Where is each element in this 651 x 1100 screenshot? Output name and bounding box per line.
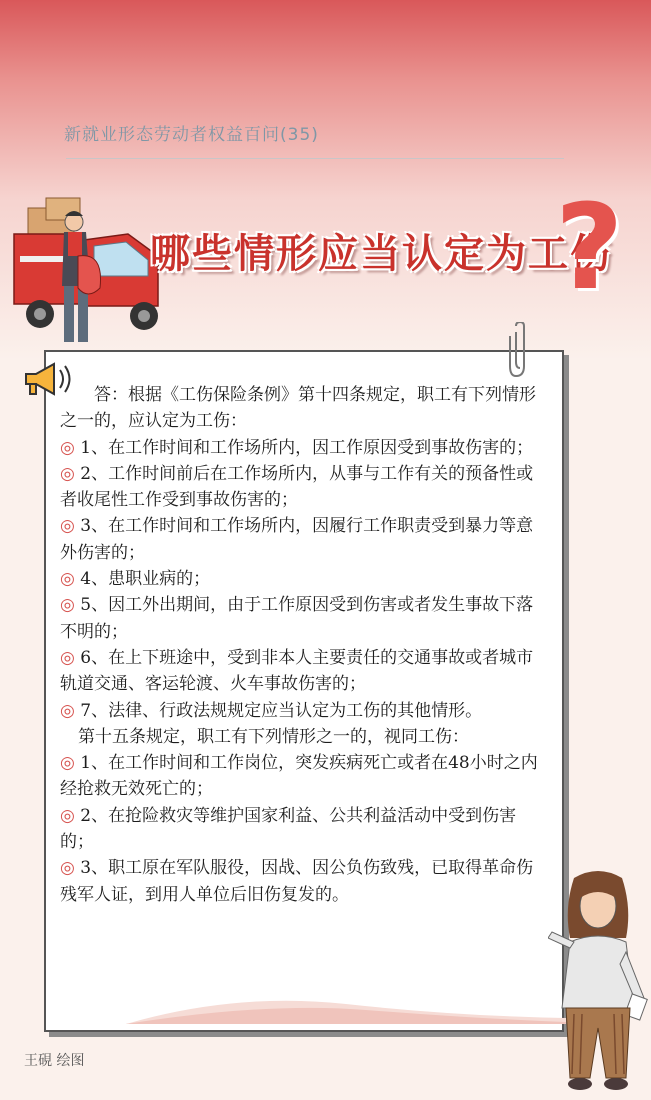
list-item: ◎ 2、工作时间前后在工作场所内，从事与工作有关的预备性或者收尾性工作受到事故伤害的；	[60, 463, 534, 511]
list-item: ◎ 1、在工作时间和工作场所内，因工作原因受到事故伤害的；	[60, 437, 534, 458]
question-mark: ?	[555, 178, 624, 316]
list-item: ◎ 4、患职业病的；	[60, 569, 211, 590]
list-item: ◎ 3、在工作时间和工作场所内，因履行工作职责受到暴力等意外伤害的；	[60, 516, 534, 563]
bullet-icon: ◎	[60, 805, 75, 826]
wave-decoration	[126, 988, 566, 1024]
paperclip-icon	[508, 322, 532, 382]
list-item: ◎ 1、在工作时间和工作岗位，突发疾病死亡或者在48小时之内经抢救无效死亡的；	[60, 753, 538, 800]
bullet-icon: ◎	[60, 858, 75, 879]
bullet-icon: ◎	[60, 437, 75, 458]
bullet-icon: ◎	[60, 569, 75, 590]
series-title: 新就业形态劳动者权益百问(35)	[64, 125, 319, 145]
illustrator-credit: 王硯 绘图	[24, 1053, 85, 1069]
section2-intro: 第十五条规定，职工有下列情形之一的，视同工伤：	[78, 726, 469, 747]
list-item: ◎ 5、因工外出期间，由于工作原因受到伤害或者发生事故下落不明的；	[60, 595, 534, 642]
bullet-icon: ◎	[60, 647, 75, 668]
list-item: ◎ 3、职工原在军队服役，因战、因公负伤致残，已取得革命伤残军人证，到用人单位后旧伤复发的。	[60, 858, 534, 905]
bullet-icon: ◎	[60, 700, 75, 721]
list-item: ◎ 6、在上下班途中，受到非本人主要责任的交通事故或者城市轨道交通、客运轮渡、火车事故伤害的；	[60, 647, 534, 695]
bullet-icon: ◎	[60, 753, 75, 774]
bullet-icon: ◎	[60, 516, 75, 537]
answer-content	[60, 382, 546, 908]
title-divider	[66, 158, 564, 159]
bullet-icon: ◎	[60, 595, 75, 616]
list-item: ◎ 7、法律、行政法规规定应当认定为工伤的其他情形。	[60, 700, 483, 721]
bullet-icon: ◎	[60, 463, 75, 484]
list-item: ◎ 2、在抢险救灾等维护国家利益、公共利益活动中受到伤害的；	[60, 805, 517, 853]
woman-illustration	[548, 868, 648, 1094]
main-title: 哪些情形应当认定为工伤	[150, 231, 612, 277]
answer-intro: 答：根据《工伤保险条例》第十四条规定，职工有下列情形之一的，应认定为工伤：	[60, 385, 536, 432]
